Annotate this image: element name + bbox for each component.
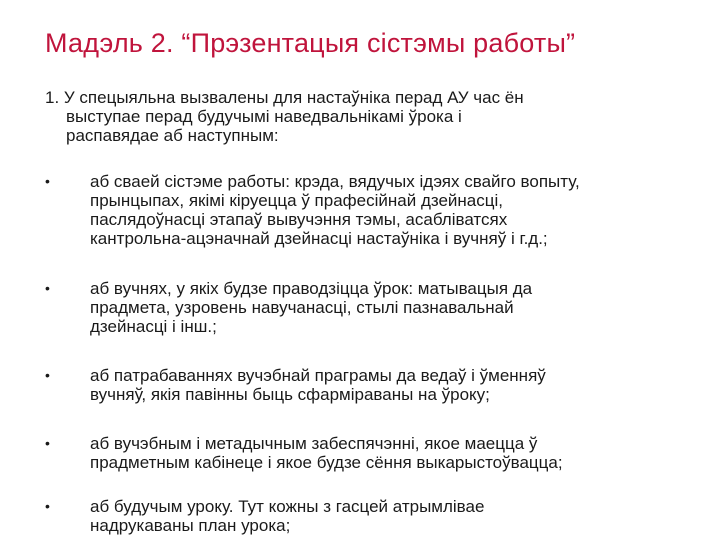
bullet-icon: •: [45, 498, 50, 514]
bullet-line: вучняў, якія павінны быць сфарміраваны на ўроку;: [90, 385, 490, 404]
bullet-line: паслядоўнасці этапаў вывучэння тэмы, асабліватсях: [90, 210, 508, 229]
bullet-icon: •: [45, 280, 50, 296]
bullet-icon: •: [45, 435, 50, 451]
bullet-line: прынцыпах, якімі кіруецца ў прафесійнай дзейнасці,: [90, 191, 503, 210]
bullet-text: [90, 279, 705, 336]
intro-line: 1. У спецыяльна вызвалены для настаўніка перад АУ час ён: [45, 88, 524, 107]
bullet-text: [90, 434, 705, 472]
bullet-text: [90, 366, 705, 404]
bullet-line: кантрольна-ацэначнай дзейнасці настаўніка і вучняў і г.д.;: [90, 229, 548, 248]
intro-line: выступае перад будучымі наведвальнікамі ўрока і: [66, 107, 462, 126]
bullet-line: аб патрабаваннях вучэбнай праграмы да ведаў і ўменняў: [90, 366, 546, 385]
bullet-line: аб будучым уроку. Тут кожны з гасцей атрымлівае: [90, 497, 485, 516]
slide-title: Мадэль 2. “Прэзентацыя сістэмы работы”: [45, 28, 576, 58]
bullet-line: аб вучэбным і метадычным забеспячэнні, якое маецца ў: [90, 434, 538, 453]
bullet-line: аб сваей сістэме работы: крэда, вядучых ідэях свайго вопыту,: [90, 172, 580, 191]
bullet-line: надрукаваны план урока;: [90, 516, 291, 535]
bullet-icon: •: [45, 173, 50, 189]
bullet-line: дзейнасці і інш.;: [90, 317, 217, 336]
intro-paragraph: [45, 88, 665, 145]
bullet-text: [90, 172, 705, 248]
bullet-line: прадмета, узровень навучанасці, стылі пазнавальнай: [90, 298, 514, 317]
bullet-line: аб вучнях, у якіх будзе праводзіцца ўрок: матывацыя да: [90, 279, 533, 298]
bullet-line: прадметным кабінеце і якое будзе сёння выкарыстоўвацца;: [90, 453, 563, 472]
intro-line: распавядае аб наступным:: [66, 126, 279, 145]
bullet-icon: •: [45, 367, 50, 383]
bullet-text: [90, 497, 705, 535]
